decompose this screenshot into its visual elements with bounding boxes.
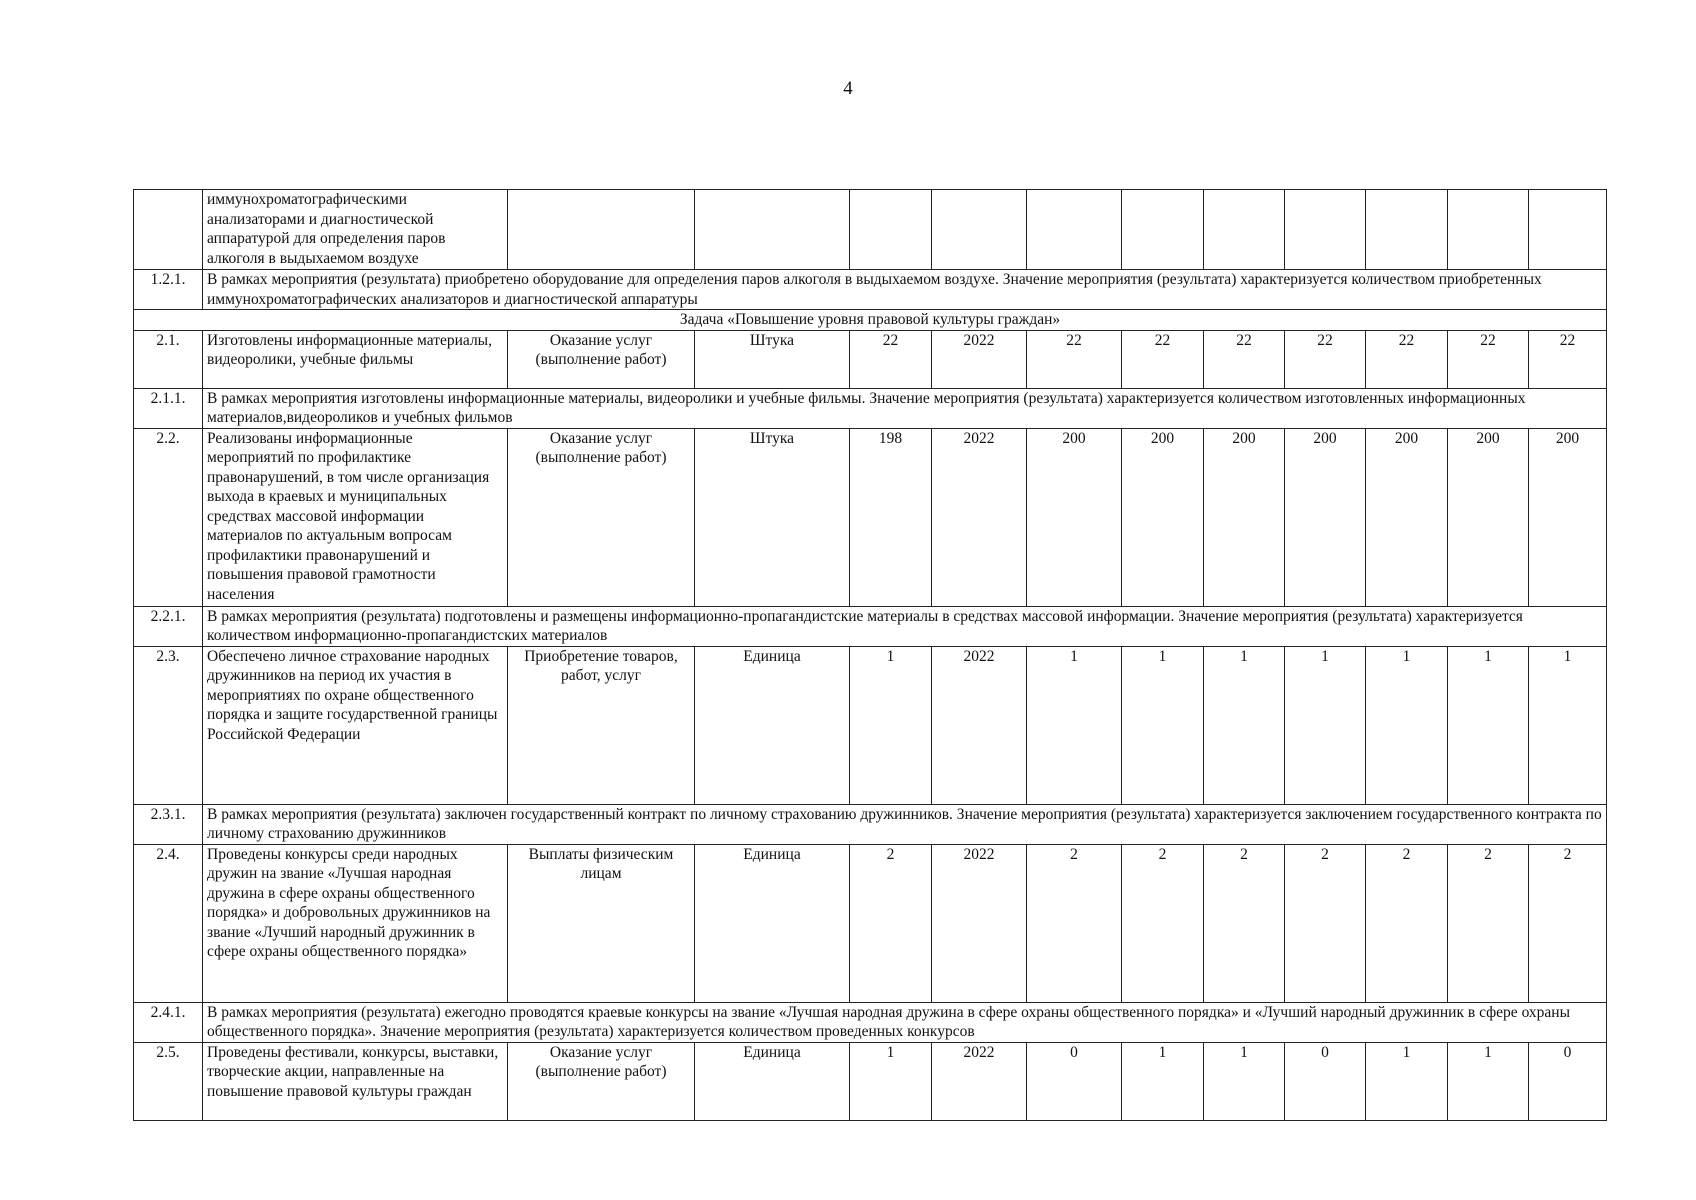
- year-value: 22: [1027, 330, 1122, 388]
- year-value: 2: [1285, 844, 1366, 1002]
- row-number: 2.3.1.: [134, 804, 203, 844]
- base-year: 2022: [932, 844, 1027, 1002]
- measure-row: [134, 428, 1607, 606]
- row-number: 2.4.1.: [134, 1002, 203, 1042]
- year-value: 1: [1448, 646, 1529, 804]
- year-value: 1: [1529, 646, 1607, 804]
- continuation-row: [134, 190, 1607, 270]
- year-value: 22: [1366, 330, 1448, 388]
- empty-cell: [1027, 190, 1122, 270]
- base-year: 2022: [932, 428, 1027, 606]
- year-value: 1: [1204, 1042, 1285, 1120]
- note-row: [134, 1002, 1607, 1042]
- year-value: 1: [1204, 646, 1285, 804]
- year-value: 1: [1285, 646, 1366, 804]
- year-value: 200: [1122, 428, 1204, 606]
- row-number: 2.1.: [134, 330, 203, 388]
- measure-unit: Штука: [695, 428, 850, 606]
- year-value: 2: [1122, 844, 1204, 1002]
- year-value: 22: [1529, 330, 1607, 388]
- base-value: 198: [850, 428, 932, 606]
- measure-type: Выплаты физическим лицам: [508, 844, 695, 1002]
- year-value: 2: [1529, 844, 1607, 1002]
- empty-cell: [850, 190, 932, 270]
- measures-table: [133, 189, 1607, 1121]
- year-value: 22: [1285, 330, 1366, 388]
- empty-cell: [932, 190, 1027, 270]
- year-value: 2: [1204, 844, 1285, 1002]
- base-year: 2022: [932, 330, 1027, 388]
- year-value: 22: [1122, 330, 1204, 388]
- measure-name: Изготовлены информационные материалы, видеоролики, учебные фильмы: [203, 330, 508, 388]
- empty-cell: [1122, 190, 1204, 270]
- empty-cell: [1366, 190, 1448, 270]
- measure-unit: Единица: [695, 646, 850, 804]
- year-value: 1: [1366, 646, 1448, 804]
- year-value: 1: [1027, 646, 1122, 804]
- base-value: 1: [850, 1042, 932, 1120]
- year-value: 0: [1027, 1042, 1122, 1120]
- year-value: 1: [1448, 1042, 1529, 1120]
- row-number: 2.5.: [134, 1042, 203, 1120]
- note-text: В рамках мероприятия (результата) заключен государственный контракт по личному страхованию дружинников. Значение мероприятия (результата) характеризуется заключением государственного контракта по личному страхованию дружинников: [203, 804, 1607, 844]
- base-year: 2022: [932, 1042, 1027, 1120]
- empty-cell: [1204, 190, 1285, 270]
- year-value: 2: [1366, 844, 1448, 1002]
- year-value: 200: [1366, 428, 1448, 606]
- base-value: 1: [850, 646, 932, 804]
- note-row: [134, 388, 1607, 428]
- note-row: [134, 270, 1607, 310]
- row-number: 2.1.1.: [134, 388, 203, 428]
- measure-unit: Штука: [695, 330, 850, 388]
- row-number: 1.2.1.: [134, 270, 203, 310]
- page-number: 4: [843, 78, 853, 99]
- base-value: 2: [850, 844, 932, 1002]
- measure-name: Реализованы информационные мероприятий по профилактике правонарушений, в том числе организация выхода в краевых и муниципальных средствах массовой информации материалов по актуальным вопросам профилактики правонарушений и повышения правовой грамотности населения: [203, 428, 508, 606]
- year-value: 200: [1204, 428, 1285, 606]
- row-number: 2.3.: [134, 646, 203, 804]
- base-year: 2022: [932, 646, 1027, 804]
- empty-cell: [1448, 190, 1529, 270]
- year-value: 200: [1027, 428, 1122, 606]
- year-value: 200: [1529, 428, 1607, 606]
- note-row: [134, 606, 1607, 646]
- task-title: Задача «Повышение уровня правовой культуры граждан»: [134, 310, 1607, 331]
- measure-type: Оказание услуг (выполнение работ): [508, 330, 695, 388]
- year-value: 22: [1448, 330, 1529, 388]
- year-value: 2: [1448, 844, 1529, 1002]
- year-value: 22: [1204, 330, 1285, 388]
- measure-type: Приобретение товаров, работ, услуг: [508, 646, 695, 804]
- measure-row: [134, 1042, 1607, 1120]
- measure-name: Проведены фестивали, конкурсы, выставки, творческие акции, направленные на повышение правовой культуры граждан: [203, 1042, 508, 1120]
- year-value: 1: [1366, 1042, 1448, 1120]
- year-value: 0: [1285, 1042, 1366, 1120]
- empty-cell: [508, 190, 695, 270]
- measure-row: [134, 844, 1607, 1002]
- year-value: 200: [1448, 428, 1529, 606]
- empty-cell: [1285, 190, 1366, 270]
- row-number: 2.4.: [134, 844, 203, 1002]
- note-text: В рамках мероприятия (результата) подготовлены и размещены информационно-пропагандистские материалы в средствах массовой информации. Значение мероприятия (результата) характеризуется количеством информационно-пропагандистских материалов: [203, 606, 1607, 646]
- empty-cell: [1529, 190, 1607, 270]
- year-value: 0: [1529, 1042, 1607, 1120]
- row-number: 2.2.: [134, 428, 203, 606]
- note-row: [134, 804, 1607, 844]
- measure-row: [134, 330, 1607, 388]
- row-number: [134, 190, 203, 270]
- note-text: В рамках мероприятия изготовлены информационные материалы, видеоролики и учебные фильмы. Значение мероприятия (результата) характеризуется количеством изготовленных информационных материалов,видеороликов и учебных фильмов: [203, 388, 1607, 428]
- measure-name: иммунохроматографическими анализаторами и диагностической аппаратурой для определения паров алкоголя в выдыхаемом воздухе: [203, 190, 508, 270]
- measure-row: [134, 646, 1607, 804]
- year-value: 1: [1122, 1042, 1204, 1120]
- note-text: В рамках мероприятия (результата) приобретено оборудование для определения паров алкоголя в выдыхаемом воздухе. Значение мероприятия (результата) характеризуется количеством приобретенных иммунохроматографических анализаторов и диагностической аппаратуры: [203, 270, 1607, 310]
- year-value: 2: [1027, 844, 1122, 1002]
- year-value: 1: [1122, 646, 1204, 804]
- year-value: 200: [1285, 428, 1366, 606]
- note-text: В рамках мероприятия (результата) ежегодно проводятся краевые конкурсы на звание «Лучшая народная дружина в сфере охраны общественного порядка» и «Лучший народный дружинник в сфере охраны общественного порядка». Значение мероприятия (результата) характеризуется количеством проведенных конкурсов: [203, 1002, 1607, 1042]
- base-value: 22: [850, 330, 932, 388]
- empty-cell: [695, 190, 850, 270]
- measure-name: Проведены конкурсы среди народных дружин на звание «Лучшая народная дружина в сфере охраны общественного порядка» и добровольных дружинников на звание «Лучший народный дружинник в сфере охраны общественного порядка»: [203, 844, 508, 1002]
- measure-type: Оказание услуг (выполнение работ): [508, 428, 695, 606]
- row-number: 2.2.1.: [134, 606, 203, 646]
- task-row: [134, 310, 1607, 331]
- measure-name: Обеспечено личное страхование народных дружинников на период их участия в мероприятиях по охране общественного порядка и защите государственной границы Российской Федерации: [203, 646, 508, 804]
- measure-unit: Единица: [695, 1042, 850, 1120]
- measure-type: Оказание услуг (выполнение работ): [508, 1042, 695, 1120]
- measure-unit: Единица: [695, 844, 850, 1002]
